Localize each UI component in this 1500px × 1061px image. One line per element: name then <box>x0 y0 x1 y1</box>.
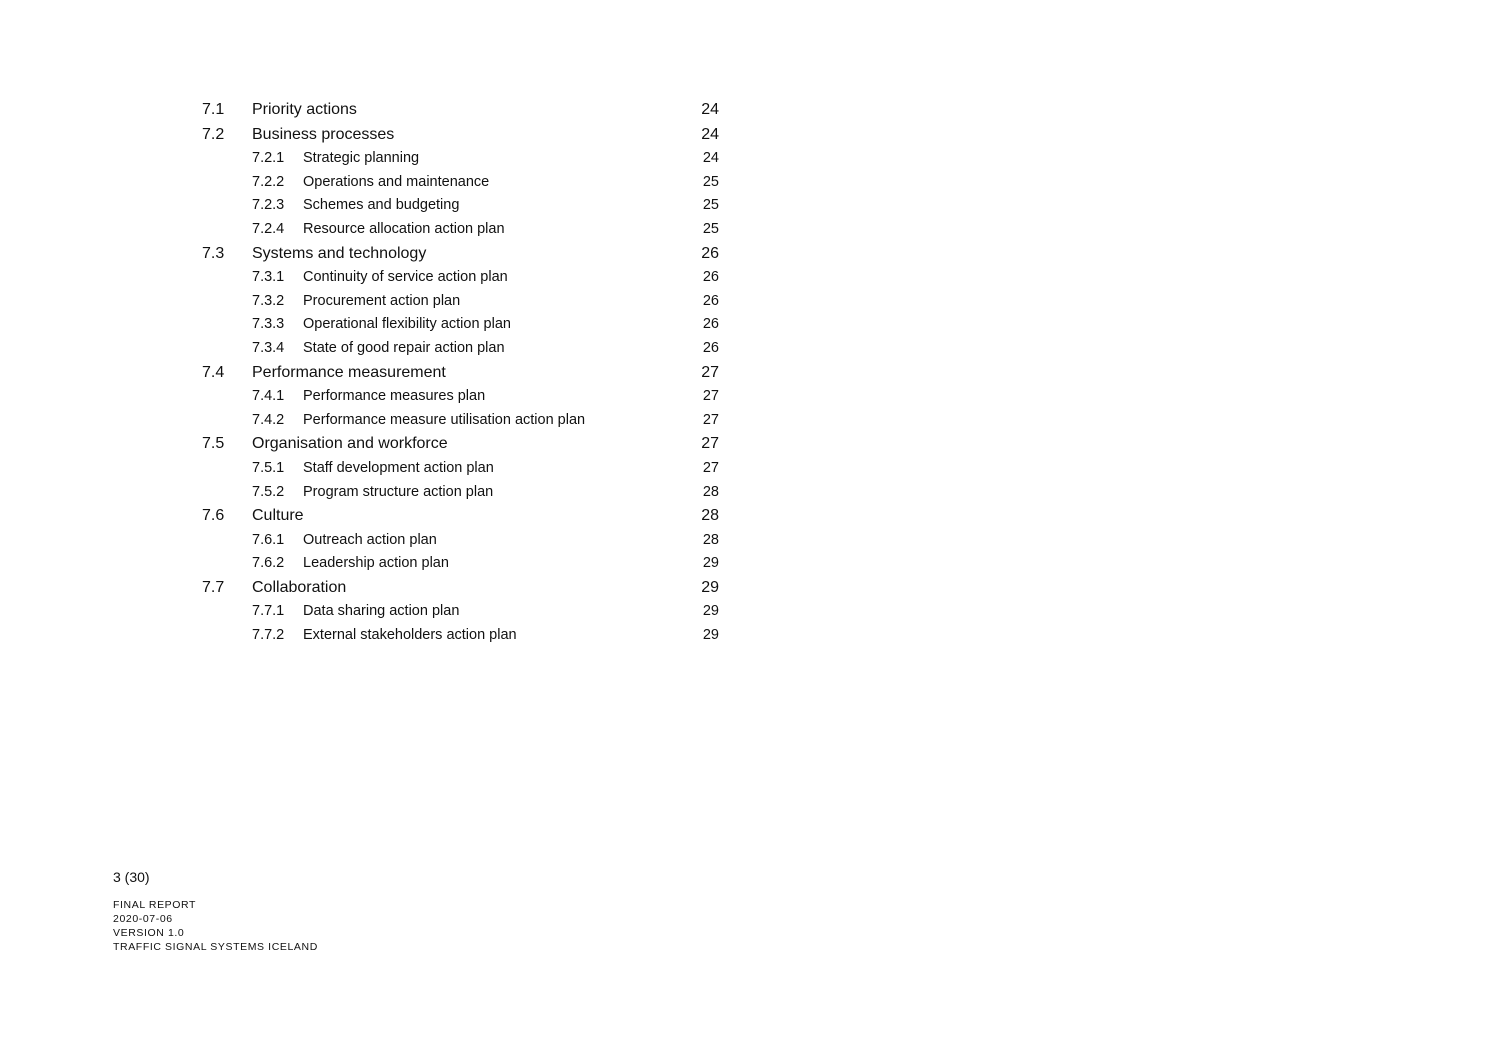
toc-entry-number: 7.1 <box>202 101 225 118</box>
toc-entry-number: 7.6.1 <box>252 531 285 548</box>
toc-entry-number: 7.7.1 <box>252 603 285 620</box>
toc-entry-title: Staff development action plan <box>303 459 494 476</box>
table-of-contents <box>0 98 760 648</box>
toc-entry-page: 27 <box>702 459 719 476</box>
toc-entry-page: 26 <box>702 339 719 356</box>
toc-entry-title: Business processes <box>252 125 395 143</box>
toc-entry-title: Priority actions <box>252 101 357 118</box>
toc-entry-page: 27 <box>702 411 719 428</box>
toc-entry-title: Collaboration <box>252 578 347 596</box>
toc-entry-page: 24 <box>701 101 719 118</box>
toc-entry-section[interactable] <box>0 432 760 457</box>
toc-entry-page: 25 <box>702 173 719 190</box>
toc-entry-page: 24 <box>701 125 719 143</box>
toc-entry-title: Culture <box>252 507 304 525</box>
toc-entry-subsection[interactable] <box>0 624 760 648</box>
toc-entry-subsection[interactable] <box>0 194 760 218</box>
document-info <box>113 898 318 954</box>
report-version: VERSION 1.0 <box>113 927 185 939</box>
toc-entry-title: Continuity of service action plan <box>303 269 508 286</box>
toc-entry-page: 27 <box>702 388 719 405</box>
toc-entry-title: Data sharing action plan <box>303 603 460 620</box>
toc-entry-number: 7.2.2 <box>252 173 285 190</box>
toc-entry-number: 7.4 <box>202 363 225 381</box>
toc-entry-number: 7.2.4 <box>252 220 285 237</box>
toc-entry-page: 26 <box>701 244 719 262</box>
toc-entry-subsection[interactable] <box>0 409 760 433</box>
toc-entry-subsection[interactable] <box>0 290 760 314</box>
toc-entry-number: 7.3.1 <box>252 269 285 286</box>
toc-entry-subsection[interactable] <box>0 529 760 553</box>
toc-entry-number: 7.3.3 <box>252 316 285 333</box>
toc-entry-page: 28 <box>702 483 719 500</box>
toc-entry-subsection[interactable] <box>0 385 760 409</box>
toc-entry-page: 25 <box>702 197 719 214</box>
toc-entry-title: Performance measures plan <box>303 388 486 405</box>
toc-entry-title: Systems and technology <box>252 244 427 262</box>
toc-entry-number: 7.3.2 <box>252 292 285 309</box>
page-number: 3 (30) <box>113 869 150 885</box>
toc-entry-section[interactable] <box>0 98 760 123</box>
toc-entry-title: Operational flexibility action plan <box>303 316 511 333</box>
toc-entry-section[interactable] <box>0 242 760 267</box>
toc-entry-section[interactable] <box>0 123 760 148</box>
toc-entry-number: 7.6.2 <box>252 555 285 572</box>
toc-entry-number: 7.6 <box>202 507 225 525</box>
toc-entry-number: 7.4.2 <box>252 411 285 428</box>
toc-entry-number: 7.7 <box>202 578 225 596</box>
toc-entry-title: Performance measure utilisation action plan <box>303 411 586 428</box>
toc-entry-title: Strategic planning <box>303 150 420 167</box>
toc-entry-page: 29 <box>702 603 719 620</box>
toc-entry-subsection[interactable] <box>0 552 760 576</box>
toc-entry-page: 27 <box>701 363 719 381</box>
toc-entry-section[interactable] <box>0 576 760 601</box>
toc-entry-page: 29 <box>702 627 719 644</box>
toc-entry-section[interactable] <box>0 361 760 386</box>
organization-name: TRAFFIC SIGNAL SYSTEMS ICELAND <box>113 941 318 953</box>
toc-entry-page: 26 <box>702 316 719 333</box>
report-date: 2020-07-06 <box>113 913 173 925</box>
toc-entry-page: 26 <box>702 292 719 309</box>
toc-entry-number: 7.7.2 <box>252 627 285 644</box>
toc-entry-page: 28 <box>702 531 719 548</box>
toc-entry-number: 7.2 <box>202 125 225 143</box>
toc-entry-subsection[interactable] <box>0 600 760 624</box>
toc-entry-number: 7.3 <box>202 244 225 262</box>
toc-entry-number: 7.5 <box>202 435 225 453</box>
toc-entry-title: Leadership action plan <box>303 555 449 572</box>
toc-entry-page: 27 <box>701 435 719 453</box>
toc-entry-subsection[interactable] <box>0 481 760 505</box>
toc-entry-title: Operations and maintenance <box>303 173 490 190</box>
toc-entry-title: Procurement action plan <box>303 292 461 309</box>
toc-entry-page: 26 <box>702 269 719 286</box>
toc-entry-title: Schemes and budgeting <box>303 197 460 214</box>
toc-entry-title: External stakeholders action plan <box>303 627 517 644</box>
toc-entry-title: Outreach action plan <box>303 531 437 548</box>
toc-entry-subsection[interactable] <box>0 313 760 337</box>
toc-entry-page: 25 <box>702 220 719 237</box>
toc-entry-number: 7.3.4 <box>252 339 285 356</box>
toc-entry-number: 7.2.3 <box>252 197 285 214</box>
toc-entry-number: 7.2.1 <box>252 150 285 167</box>
toc-entry-subsection[interactable] <box>0 266 760 290</box>
toc-entry-subsection[interactable] <box>0 147 760 171</box>
toc-entry-title: State of good repair action plan <box>303 339 505 356</box>
toc-entry-subsection[interactable] <box>0 337 760 361</box>
toc-entry-subsection[interactable] <box>0 171 760 195</box>
toc-entry-page: 28 <box>701 507 719 525</box>
toc-entry-page: 24 <box>702 150 719 167</box>
toc-entry-page: 29 <box>701 578 719 596</box>
toc-entry-page: 29 <box>702 555 719 572</box>
toc-entry-title: Resource allocation action plan <box>303 220 505 237</box>
toc-entry-title: Performance measurement <box>252 363 446 381</box>
toc-entry-number: 7.5.2 <box>252 483 285 500</box>
toc-entry-title: Program structure action plan <box>303 483 494 500</box>
report-type: FINAL REPORT <box>113 899 197 911</box>
toc-entry-subsection[interactable] <box>0 457 760 481</box>
toc-entry-subsection[interactable] <box>0 218 760 242</box>
toc-entry-title: Organisation and workforce <box>252 435 448 453</box>
toc-entry-number: 7.4.1 <box>252 388 285 405</box>
toc-entry-number: 7.5.1 <box>252 459 285 476</box>
toc-entry-section[interactable] <box>0 504 760 529</box>
